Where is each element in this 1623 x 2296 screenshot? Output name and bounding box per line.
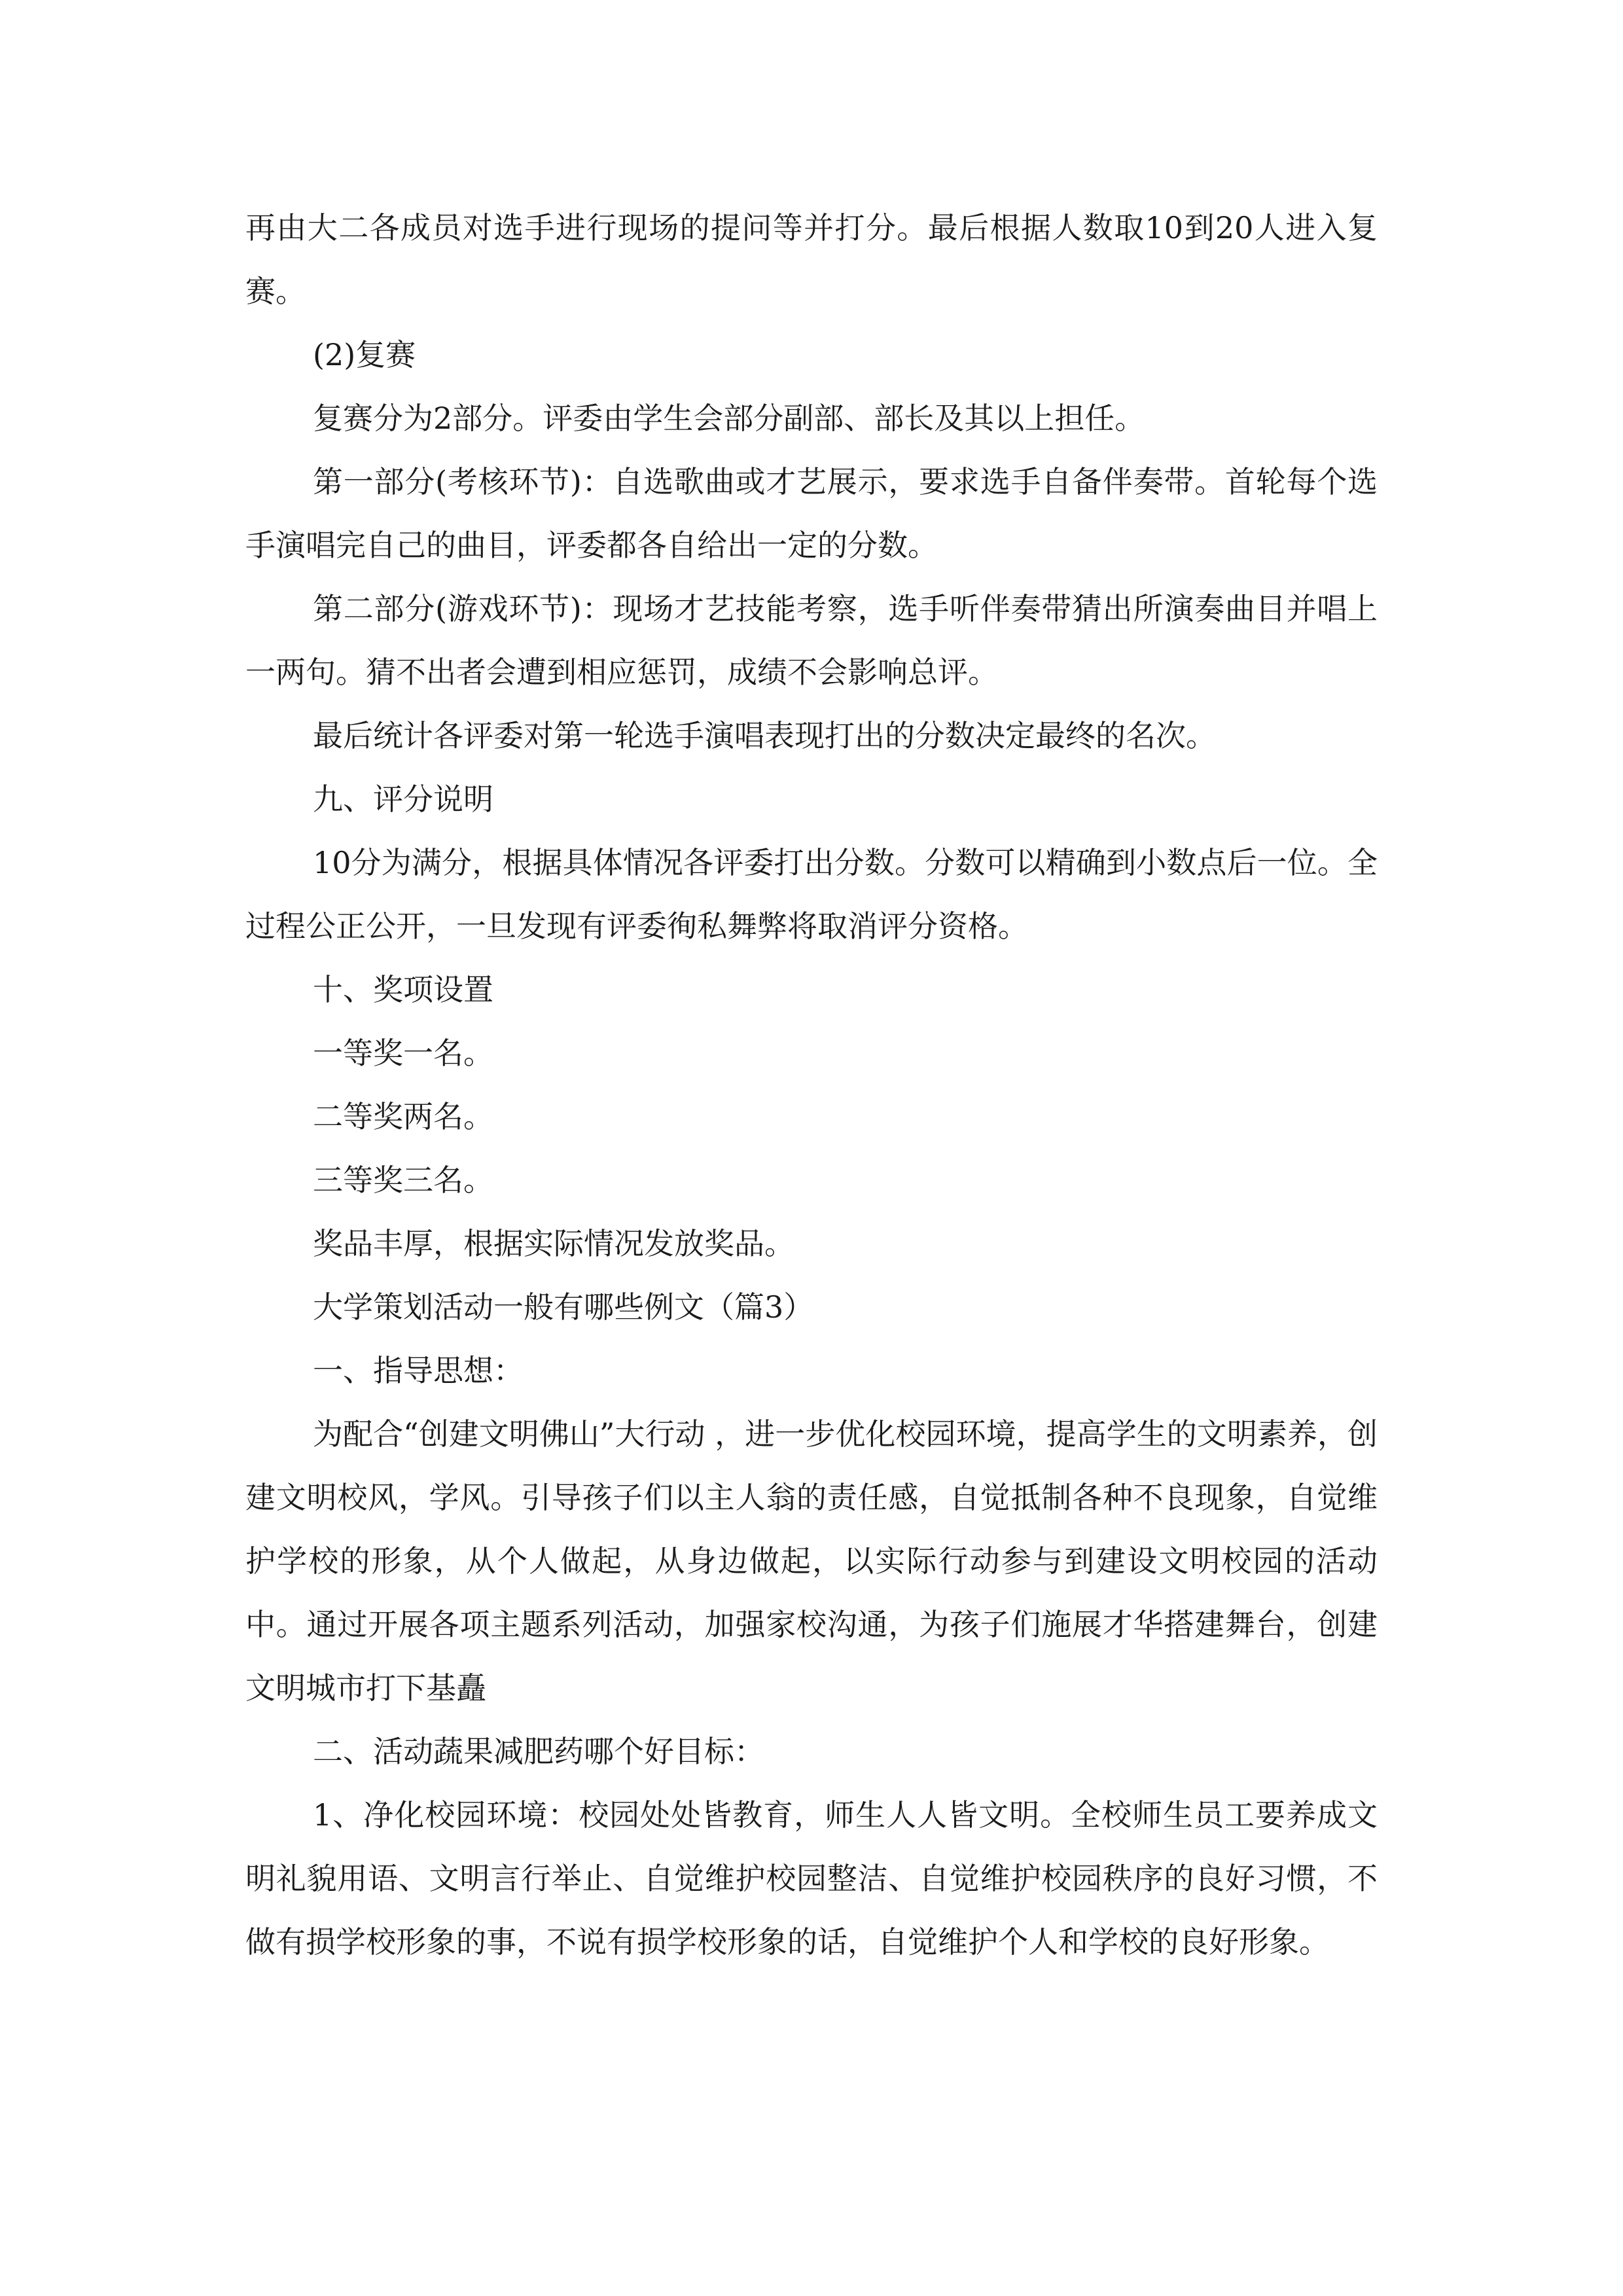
section-heading-scoring: 九、评分说明 [313,781,493,817]
paragraph: 第二部分(游戏环节)：现场才艺技能考察，选手听伴奏带猜出所演奏曲目并唱上一两句。猜不出者会遭到相应惩罚，成绩不会影响总评。 [245,591,1378,690]
list-item: 一等奖一名。 [313,1035,493,1071]
paragraph: 奖品丰厚，根据实际情况发放奖品。 [313,1226,794,1261]
list-item: 二等奖两名。 [313,1099,493,1134]
section-heading-goals: 二、活动蔬果减肥药哪个好目标： [313,1734,764,1769]
paragraph-continuation: 再由大二各成员对选手进行现场的提问等并打分。最后根据人数取10到20人进入复赛。 [245,210,1378,309]
paragraph: 1、净化校园环境：校园处处皆教育，师生人人皆文明。全校师生员工要养成文明礼貌用语、文明言行举止、自觉维护校园整洁、自觉维护校园秩序的良好习惯，不做有损学校形象的事，不说有损学校形象的话，自觉维护个人和学校的良好形象。 [245,1797,1378,1960]
section-heading-guiding-thought: 一、指导思想： [313,1353,524,1388]
paragraph: 复赛分为2部分。评委由学生会部分副部、部长及其以上担任。 [313,401,1145,436]
article-title: 大学策划活动一般有哪些例文（篇3） [313,1289,814,1325]
paragraph: 10分为满分，根据具体情况各评委打出分数。分数可以精确到小数点后一位。全过程公正公开，一旦发现有评委徇私舞弊将取消评分资格。 [245,845,1378,944]
subheading-rematch: (2)复赛 [313,337,416,372]
paragraph: 第一部分(考核环节)：自选歌曲或才艺展示，要求选手自备伴奏带。首轮每个选手演唱完自己的曲目，评委都各自给出一定的分数。 [245,464,1378,563]
document-body [245,196,1378,1974]
list-item: 三等奖三名。 [313,1162,493,1198]
paragraph: 为配合“创建文明佛山”大行动 ，进一步优化校园环境，提高学生的文明素养，创建文明校风，学风。引导孩子们以主人翁的责任感，自觉抵制各种不良现象，自觉维护学校的形象，从个人做起，从身边做起，以实际行动参与到建设文明校园的活动中。通过开展各项主题系列活动，加强家校沟通，为孩子们施展才华搭建舞台，创建文明城市打下基矗 [245,1416,1378,1706]
section-heading-awards: 十、奖项设置 [313,972,493,1007]
paragraph: 最后统计各评委对第一轮选手演唱表现打出的分数决定最终的名次。 [313,718,1216,753]
